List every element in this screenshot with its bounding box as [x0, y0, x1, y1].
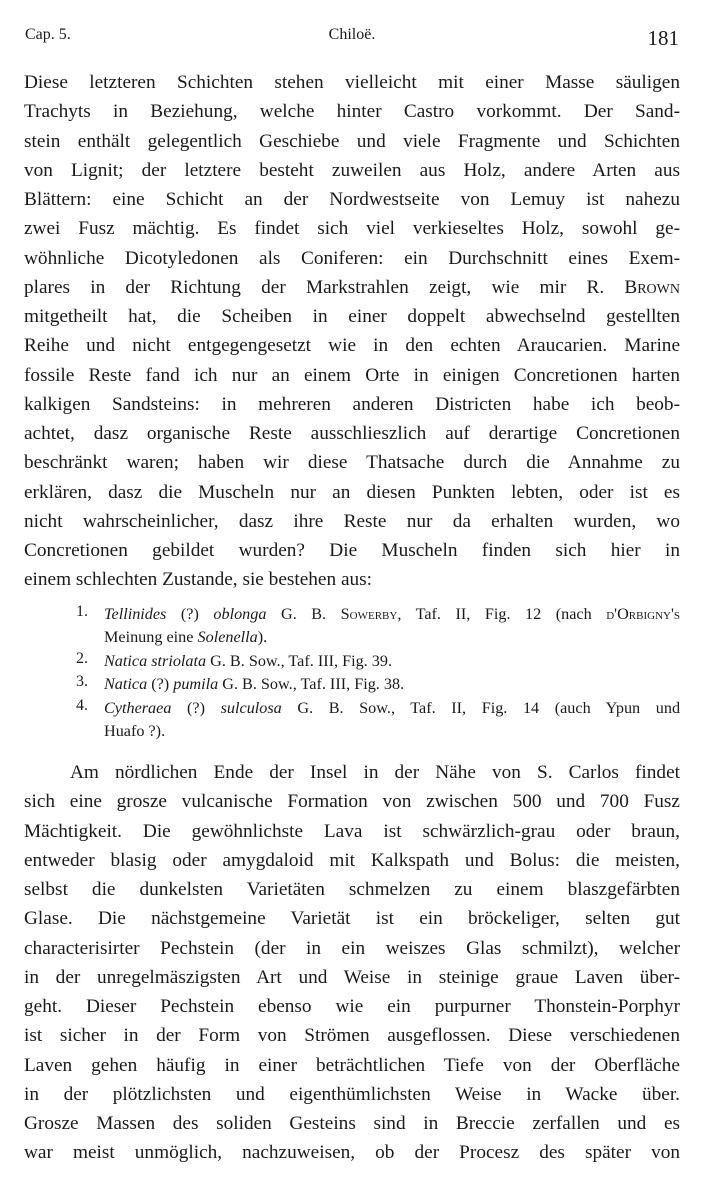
reference: G. B. Sow., Taf. III, Fig. 39. — [210, 651, 393, 670]
paragraph-1 — [24, 68, 680, 595]
text-line: in der plötzlichsten und eigenthümlichsten Weise in Wacke über. — [24, 1083, 680, 1105]
text-line: Laven gehen häufig in einer beträchtlichen Tiefe von der Oberfläche — [24, 1054, 680, 1076]
text-line: war meist unmöglich, nachzuweisen, ob der Procesz des später von — [24, 1142, 680, 1164]
reference: G. B. Sow., Taf. III, Fig. 38. — [222, 675, 405, 694]
list-line — [104, 673, 680, 696]
list-line — [104, 650, 680, 673]
species-name: oblonga — [213, 605, 267, 623]
text-line: Blättern: eine Schicht an der Nordwestseite von Lemuy ist nahezu — [24, 189, 680, 210]
list-number: 1. — [76, 603, 88, 620]
text-line: achtet, dasz organische Reste ausschlieszlich auf derartige Concretionen — [24, 423, 680, 444]
list-item — [76, 650, 680, 673]
text-line: geht. Dieser Pechstein ebenso wie ein purpurner Thonstein-Porphyr — [24, 996, 680, 1017]
page-number: 181 — [647, 26, 679, 50]
list-line — [104, 603, 680, 626]
text-line: zwei Fusz mächtig. Es findet sich viel verkieseltes Holz, sowohl ge- — [24, 218, 680, 240]
species-name: sulculosa — [220, 698, 282, 717]
species-name: pumila — [173, 675, 219, 694]
text-line-with-name — [24, 273, 680, 302]
text-line: Trachyts in Beziehung, welche hinter Castro vorkommt. Der Sand- — [24, 101, 680, 123]
text-line: von Lignit; der letztere besteht zuweilen aus Holz, andere Arten aus — [24, 159, 680, 181]
text-line: stein enthält gelegentlich Geschiebe und viele Fragmente und Schichten — [24, 130, 680, 152]
running-title: Chiloë. — [328, 26, 376, 43]
text-line: kalkigen Sandsteins: in mehreren anderen Districten habe ich beob- — [24, 393, 680, 415]
text-line: Diese letzteren Schichten stehen vielleicht mit einer Masse säuligen — [24, 72, 680, 93]
list-item — [76, 673, 680, 696]
text-line: erklären, dasz die Muscheln nur an diesen Punkten lebten, oder ist es — [24, 481, 680, 503]
text-line: fossile Reste fand ich nur an einem Orte in einigen Concretionen harten — [24, 364, 680, 386]
text-line: Glase. Die nächstgemeine Varietät ist ein bröckeliger, selten gut — [24, 908, 680, 930]
author-name: Sowerby — [340, 605, 398, 623]
list-number: 4. — [76, 696, 88, 714]
text-line: wöhnliche Dicotyledonen als Coniferen: ein Durchschnitt eines Exem- — [24, 247, 680, 269]
text-line: Concretionen gebildet wurden? Die Muscheln finden sich hier in — [24, 540, 680, 561]
text-line: Reihe und nicht entgegengesetzt wie in den echten Araucarien. Marine — [24, 335, 680, 357]
qualifier: (?) — [180, 605, 199, 623]
text-line: Am nördlichen Ende der Insel in der Nähe von S. Carlos findet — [70, 762, 680, 783]
fossil-list — [76, 603, 680, 743]
text-line: Grosze Massen des soliden Gesteins sind in Breccie zerfallen und es — [24, 1113, 680, 1134]
author-initials: G. B. — [281, 605, 327, 623]
chapter-label: Cap. 5. — [25, 26, 71, 43]
list-line — [104, 626, 680, 649]
text-line: Mächtigkeit. Die gewöhnlichste Lava ist schwärzlich-grau oder braun, — [24, 820, 680, 842]
text-line: in der unregelmäszigsten Art und Weise in steinige graue Laven über- — [24, 966, 680, 988]
reference: G. B. Sow., Taf. II, Fig. 14 (auch Ypun und — [297, 698, 680, 717]
list-number: 2. — [76, 649, 88, 667]
text-line: selbst die dunkelsten Varietäten schmelzen zu einem blaszgefärbten — [24, 879, 680, 900]
note-text: Meinung eine — [104, 628, 194, 647]
note-author: d'Orbigny's — [606, 605, 680, 623]
running-header — [25, 24, 679, 54]
paragraph-2 — [24, 758, 680, 1168]
genus-name: Solenella — [197, 628, 258, 647]
genus-name: Tellinides — [104, 605, 167, 623]
person-name-brown: Brown — [624, 276, 680, 298]
list-item — [76, 697, 680, 744]
text-fragment: plares in der Richtung der Markstrahlen zeigt, wie mir R. — [24, 276, 605, 298]
genus-name: Natica — [104, 675, 148, 694]
text-line: entweder blasig oder amygdaloid mit Kalkspath und Bolus: die meisten, — [24, 849, 680, 871]
list-number: 3. — [76, 673, 88, 691]
text-line: sich eine grosze vulcanische Formation von zwischen 500 und 700 Fusz — [24, 791, 680, 813]
text-line: mitgetheilt hat, die Scheiben in einer doppelt abwechselnd gestellten — [24, 306, 680, 327]
reference: , Taf. II, Fig. 12 (nach — [397, 605, 592, 623]
genus-name: Cytheraea — [104, 698, 172, 717]
list-line — [104, 697, 680, 720]
text-line: einem schlechten Zustande, sie bestehen aus: — [24, 569, 373, 591]
note-end: ). — [257, 628, 268, 647]
qualifier: (?) — [151, 675, 170, 694]
qualifier: (?) — [187, 698, 206, 717]
text-line: ist sicher in der Form von Strömen ausgeflossen. Diese verschiedenen — [24, 1025, 680, 1047]
text-line: beschränkt waren; haben wir diese Thatsache durch die Annahme zu — [24, 452, 680, 474]
text-line: nicht wahrscheinlicher, dasz ihre Reste nur da erhalten wurden, wo — [24, 510, 680, 532]
list-item — [76, 603, 680, 650]
text-line: characterisirter Pechstein (der in ein weiszes Glas schmilzt), welcher — [24, 937, 680, 959]
genus-name: Natica — [104, 651, 148, 670]
species-name: striolata — [151, 651, 207, 670]
list-line: Huafo ?). — [104, 721, 166, 740]
